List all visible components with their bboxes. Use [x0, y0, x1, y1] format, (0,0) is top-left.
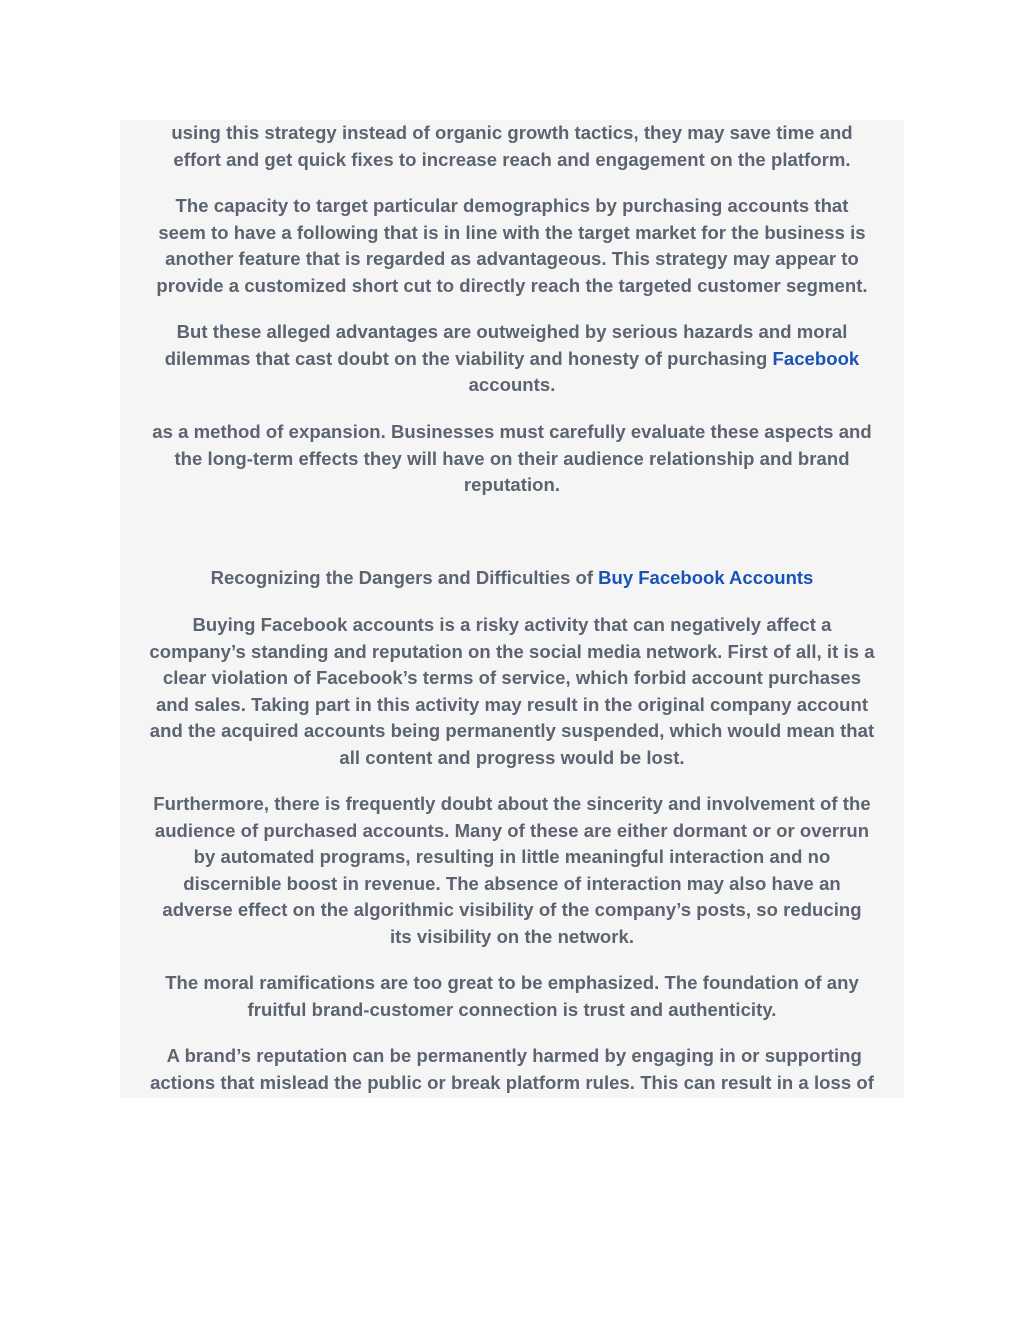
paragraph-6-line-4: discernible boost in revenue. The absence of interaction may also have an: [183, 872, 841, 894]
paragraph-5-line-1: Buying Facebook accounts is a risky activity that can negatively affect a: [192, 614, 832, 635]
buy-facebook-accounts-link[interactable]: Buy Facebook Accounts: [598, 567, 814, 588]
paragraph-5-line-2: company’s standing and reputation on the social media network. First of all, it is a: [149, 640, 875, 662]
paragraph-6-line-2: audience of purchased accounts. Many of these are either dormant or or overrun: [154, 819, 870, 841]
paragraph-6: [120, 791, 904, 950]
paragraph-8-line-1: A brand’s reputation can be permanently harmed by engaging in or supporting: [162, 1045, 862, 1066]
paragraph-7-line-1: The moral ramifications are too great to be emphasized. The foundation of any: [165, 972, 859, 993]
paragraph-4: [120, 419, 904, 499]
paragraph-2-line-2: seem to have a following that is in line with the target market for the business is: [158, 221, 866, 243]
paragraph-5: [120, 612, 904, 771]
paragraph-6-line-5: adverse effect on the algorithmic visibility of the company’s posts, so reducing: [162, 899, 862, 920]
document-page-content: [120, 120, 904, 1098]
paragraph-3-line-3: accounts.: [468, 374, 556, 395]
paragraph-3: [120, 319, 904, 399]
facebook-link[interactable]: Facebook: [772, 347, 860, 369]
paragraph-4-line-3: reputation.: [463, 474, 561, 495]
paragraph-3-line-1: But these alleged advantages are outweighed by serious hazards and moral: [176, 321, 848, 342]
paragraph-7: [120, 970, 904, 1023]
paragraph-5-line-3: clear violation of Facebook’s terms of service, which forbid account purchases: [162, 667, 862, 688]
paragraph-5-line-6: all content and progress would be lost.: [339, 746, 685, 768]
paragraph-2: [120, 193, 904, 299]
paragraph-2-line-4: provide a customized short cut to directly reach the targeted customer segment.: [156, 274, 868, 296]
section-heading-text: Recognizing the Dangers and Difficulties of: [210, 567, 599, 588]
paragraph-5-line-5: and the acquired accounts being permanently suspended, which would mean that: [149, 720, 875, 741]
paragraph-4-line-2: the long-term effects they will have on their audience relationship and brand: [174, 447, 850, 469]
paragraph-6-line-1: Furthermore, there is frequently doubt about the sincerity and involvement of the: [153, 793, 871, 814]
paragraph-1-line-2: effort and get quick fixes to increase reach and engagement on the platform.: [173, 148, 851, 170]
paragraph-4-line-1: as a method of expansion. Businesses must carefully evaluate these aspects and: [152, 421, 872, 442]
paragraph-2-line-3: another feature that is regarded as advantageous. This strategy may appear to: [165, 248, 859, 269]
paragraph-3-line-2: dilemmas that cast doubt on the viability and honesty of purchasing: [164, 347, 773, 369]
paragraph-8: [120, 1043, 904, 1096]
paragraph-1: [120, 120, 904, 173]
paragraph-6-line-3: by automated programs, resulting in little meaningful interaction and no: [193, 846, 831, 867]
paragraph-1-line-1: using this strategy instead of organic growth tactics, they may save time and: [171, 122, 853, 143]
paragraph-6-line-6: its visibility on the network.: [389, 925, 635, 947]
paragraph-2-line-1: The capacity to target particular demographics by purchasing accounts that: [175, 195, 849, 216]
paragraph-8-line-2: actions that mislead the public or break platform rules. This can result in a loss of: [150, 1071, 874, 1093]
paragraph-7-line-2: fruitful brand-customer connection is trust and authenticity.: [247, 998, 777, 1020]
paragraph-5-line-4: and sales. Taking part in this activity may result in the original company account: [155, 693, 869, 715]
section-heading: [120, 565, 904, 592]
